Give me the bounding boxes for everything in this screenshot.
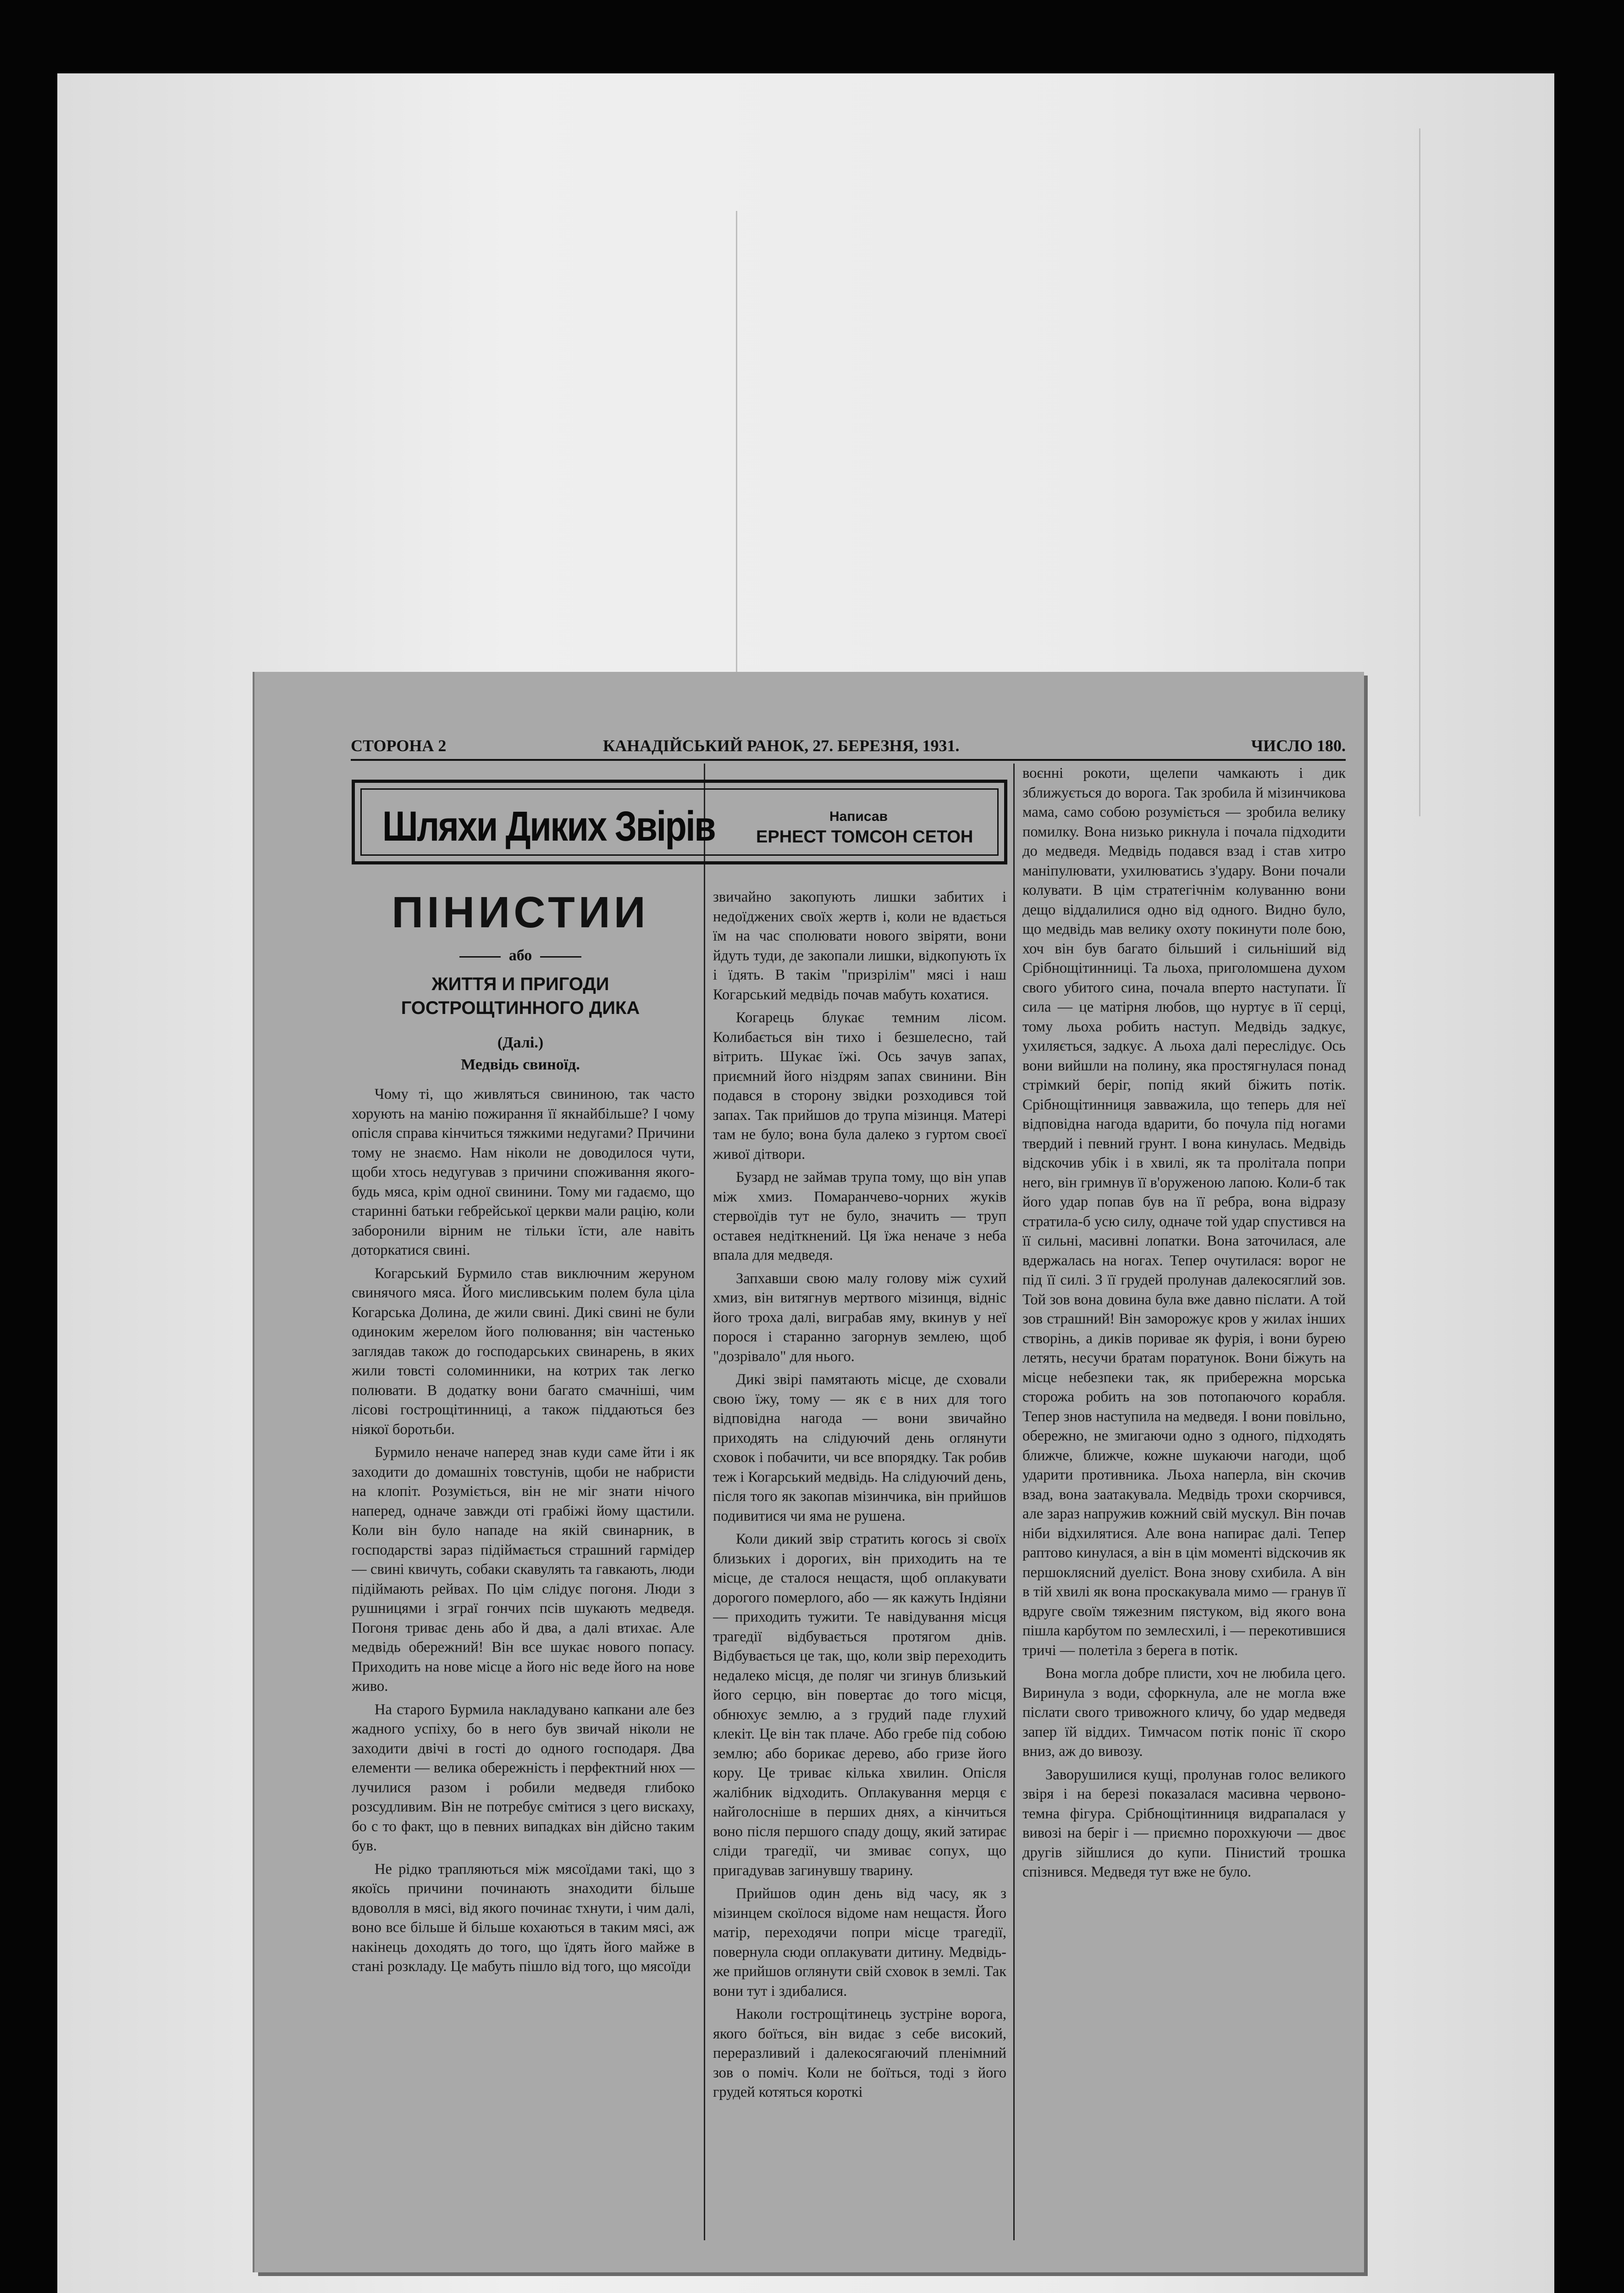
paragraph: Чому ті, що живляться свининою, так часто хорують на манію пожирання її якнайбільше? І чому опісля справа кінчиться тяжкими недугами? Причини тому не знаємо. Нам ніколи не доводилося чути, щоби хтось недугував з причини споживання якого-будь мяса, крім одної свинини. Тому ми гадаємо, що старинні батьки гебрейської церкви мали рацію, коли заборонили вірним не тільки їсти, але навіть доторкатися свині. xyxy=(352,1086,695,1258)
paragraph: На старого Бурмила накладувано капкани але без жадного успіху, бо в него був звичай ніколи не заходити двічі в гості до одного господаря. Два елементи — велика обережність і перфектний нюх — лучилися разом і робили медведя глибоко розсудливим. Він не потребує смітися з цего вискаху, бо с то факт, що в певних випадках він дійсно таким був. xyxy=(352,1701,695,1854)
paragraph: Прийшов один день від часу, як з мізинцем скоїлося відоме нам нещастя. Його матір, переходячи попри місце трагедії, повернула сюди оплакувати дитину. Медвідь-же прийшов оглянути свій сховок в землі. Так вони тут і здибалися. xyxy=(713,1885,1006,1999)
text-column-1 xyxy=(352,1085,695,2240)
section-heading: Медвідь свиноїд. xyxy=(461,1056,580,1073)
text-column-2 xyxy=(713,887,1006,2240)
or-separator xyxy=(351,947,690,964)
series-title: Шляхи Диких Звірів xyxy=(382,803,715,850)
column-divider xyxy=(704,764,705,2240)
paragraph: Бузард не займав трупа тому, що він упав між хмиз. Помаранчево-чорних жуків стервоїдів тут не було, значить — труп оставея недіткнений. Ця їжа неначе з неба впала для медведя. xyxy=(713,1169,1006,1263)
continued-note: (Далі.) xyxy=(497,1034,544,1051)
column-divider xyxy=(1013,764,1015,2240)
paragraph: Наколи гострощітинець зустріне ворога, якого боїться, він видає з себе високий, переразливий і далекосягаючий пленімний зов о поміч. Коли не боїться, тоді з його грудей котяться короткі xyxy=(713,2006,1006,2100)
story-title: ПІНИСТИИ xyxy=(392,888,649,937)
film-scratch xyxy=(736,211,737,715)
paragraph: Бурмило неначе наперед знав куди саме йти і як заходити до домашніх товстунів, щоби не набристи на клопіт. Розуміється, він не міг знати нічого наперед, одначе завжди оті грабіжі йому щастили. Коли він було нападе на якій свинарник, в господарстві зараз підіймається страшний гармідер — свині квичуть, собаки скавулять та гавкають, люди підіймають рейвах. По цім слідує погоня. Люди з рушницями і зграї гончих псів шукають медведя. Погоня триває день або й два, а далі втихає. Але медвідь обережний! Він все шукає нового попасу. Приходить на нове місце а його ніс веде його на нове живо. xyxy=(352,1444,695,1695)
author-name: ЕРНЕСТ ТОМСОН СЕТОН xyxy=(756,827,973,847)
paragraph: Запхавши свою малу голову між сухий хмиз, він витягнув мертвого мізинця, відніс його троха далі, виграбав яму, вкинув у неї порося і старанно загорнув землею, щоб "дозрівало" для нього. xyxy=(713,1270,1006,1365)
banner-inner-border xyxy=(360,788,999,856)
issue-number: ЧИСЛО 180. xyxy=(1251,737,1346,755)
text-column-3 xyxy=(1022,764,1346,2240)
paragraph: звичайно закопують лишки забитих і недоїджених своїх жертв і, коли не вдається їм на час сполювати нового звіряти, вони йдуть туди, де закопали лишки, відкопують їх і їдять. В такім "призрілім" мясі і наш Когарський медвідь почав мабуть кохатися. xyxy=(713,889,1006,1003)
page-number: СТОРОНА 2 xyxy=(351,737,447,755)
film-scratch xyxy=(1419,128,1420,816)
paragraph: Не рідко трапляються між мясоїдами такі, що з якоїсь причини починають знаходити більше вдоволля в мясі, від якого починає тхнути, і чим далі, воно все більше й більше кохаються в таким мясі, аж накінець доходять до того, що їдять його майже в стані розкладу. Це мабуть пішло від того, що мясоїди xyxy=(352,1861,695,1975)
page-header xyxy=(351,736,1346,759)
header-divider xyxy=(351,759,1346,761)
byline-label: Написав xyxy=(829,809,888,824)
paragraph: Коли дикий звір стратить когось зі своїх близьких і дорогих, він приходить на те місце, де сталося нещастя, щоб оплакувати дорогого померлого, або — як кажуть Індіяни — приходить тужити. Те навідування місця трагедії відбувається протягом днів. Відбувається це так, що, коли звір переходить недалеко місця, де поляг чи згинув близький його серцю, він повертає до того місця, обнюхує землю, а з грудий паде глухий клекіт. Це він так плаче. Або гребе під собою землю; або борикає дерево, або гризе його кору. Це триває кілька хвилин. Опісля жалібник відходить. Оплакування мерця є найголосніше в перших днях, а кінчиться воно після першого спаду дощу, який затирає сліди трагедії, чи змиває сопух, що пригадував загинувшу тварину. xyxy=(713,1531,1006,1879)
paragraph: Когарець блукає темним лісом. Колибається він тихо і безшелесно, тай вітрить. Шукає їжі. Ось зачув запах, приємний його ніздрям запах свинини. Він подався в сторону звідки розходився той запах. Так прийшов до трупа мізинця. Матері там не було; вона була далеко з гуртом своєї живої дітвори. xyxy=(713,1009,1006,1163)
paragraph: Когарський Бурмило став виключним жеруном свинячого мяса. Його мисливським полем була ціла Когарська Долина, де жили свині. Дикі свині не були одиноким жерелом його полювання; він частенько заглядав також до господарських свинарень, в яких жили товсті соломинники, на котрих так легко полювати. В додатку вони багато смачніші, чим лісові гострощітинниці, а також піддаються без ніякої боротьби. xyxy=(352,1265,695,1438)
newspaper-masthead-line: КАНАДІЙСЬКИЙ РАНОК, 27. БЕРЕЗНЯ, 1931. xyxy=(603,737,960,755)
paragraph: воєнні рокоти, щелепи чамкають і дик зближується до ворога. Так зробила й мізинчикова мама, само собою розуміється — зробила велику помилку. Вона низько рикнула і почала підходити до медведя. Медвідь подався взад і став хитро маніпулювати, ухилюватись з'удару. Вони почали колувати. В цім стратегічнім колуванню вони дещо віддалилися одно від одного. Видно було, що медвідь мав велику охоту покинути поле бою, хоч він був багато більший і сильніший від Срібнощітинниці. Та льоха, приголомшена духом свого убитого сина, почала вперто наступати. Її сила — це матірня любов, що нуртує в її серці, тому льоха робить наступ. Медвідь задкує, ухиляється, задкує. А льоха далі переслідує. Ось вони вийшли на полину, яка простягнулася понад стрімкий беріг, попід який біжить потік. Срібнощітинниця завважила, що теперь для неї відповідна нагода вдарити, бо почула під ногами твердий і певний грунт. І вона кинулась. Медвідь відскочив убік і в хвилі, як та пролітала попри него, він гримнув її в'оруженою лапою. Коли-б так його удар попав був на її ребра, вона відразу стратила-б усю силу, одначе той удар спустився на її сильні, масивні лопатки. Вона заточилася, але вдержалась на ногах. Тепер очутилася: ворог не під її силі. З її грудей пролунав далекосяглий зов. Той зов вона довина була вже давно післати. А той зов страшний! Він заморожує кров у жилах інших створінь, а диків поривае як фурія, і вони бурею летять, несучи братам поратунок. Вони біжуть на місце небезпеки так, як прибережна морська сторожа робить на зов потопаючого корабля. Тепер знов наступила на медведя. І вони повільно, обережно, не змигаючи одно з одного, підходять ближче, ближче, кожне шукаючи нагоди, щоб ударити противника. Льоха наперла, він скочив взад, вона заатакувала. Медвідь трохи скорчився, але зараз напружив кожний свій мускул. Він почав ніби відхилятися. Але вона напирає далі. Тепер раптово кинулася, а він в цім моменті відскочив як першоклясний дуеліст. Вона знову схибила. А він в тій хвилі як вона проскакувала мимо — гранув її вдруге своїм тяжезним пястуком, від якого вона пішла карбутом по землесхилі, і — перекотившися тричі — полетіла з берега в потік. xyxy=(1022,765,1346,1659)
paragraph: Дикі звірі памятають місце, де сховали свою їжу, тому — як є в них для того відповідна нагода — вони звичайно приходять на слідуючий день оглянути сховок і побачити, чи все впорядку. Так робив теж і Когарський медвідь. На слідуючий день, після того як закопав мізинчика, він прийшов подивитися чи яма не рушена. xyxy=(713,1371,1006,1524)
series-banner xyxy=(352,780,1007,864)
paragraph: Вона могла добре плисти, хоч не любила цего. Виринула з води, сфоркнула, але не могла вже післати свого тривожного кличу, бо удар медведя запер їй віддих. Тимчасом потік поніс її скоро вниз, аж до вивозу. xyxy=(1022,1665,1346,1760)
paragraph: Заворушилися кущі, пролунав голос великого звіря і на березі показалася масивна червоно-темна фігура. Срібнощітинниця видрапалася у вивозі на беріг і — приємно порохкуючи — двоє другів зійшлися до купи. Пінистий трошка спізнився. Медведя тут вже не було. xyxy=(1022,1766,1346,1880)
story-subtitle: ЖИТТЯ И ПРИГОДИ ГОСТРОЩТИННОГО ДИКА xyxy=(401,974,640,1018)
newspaper-page xyxy=(254,672,1364,2272)
or-word: або xyxy=(508,947,532,964)
